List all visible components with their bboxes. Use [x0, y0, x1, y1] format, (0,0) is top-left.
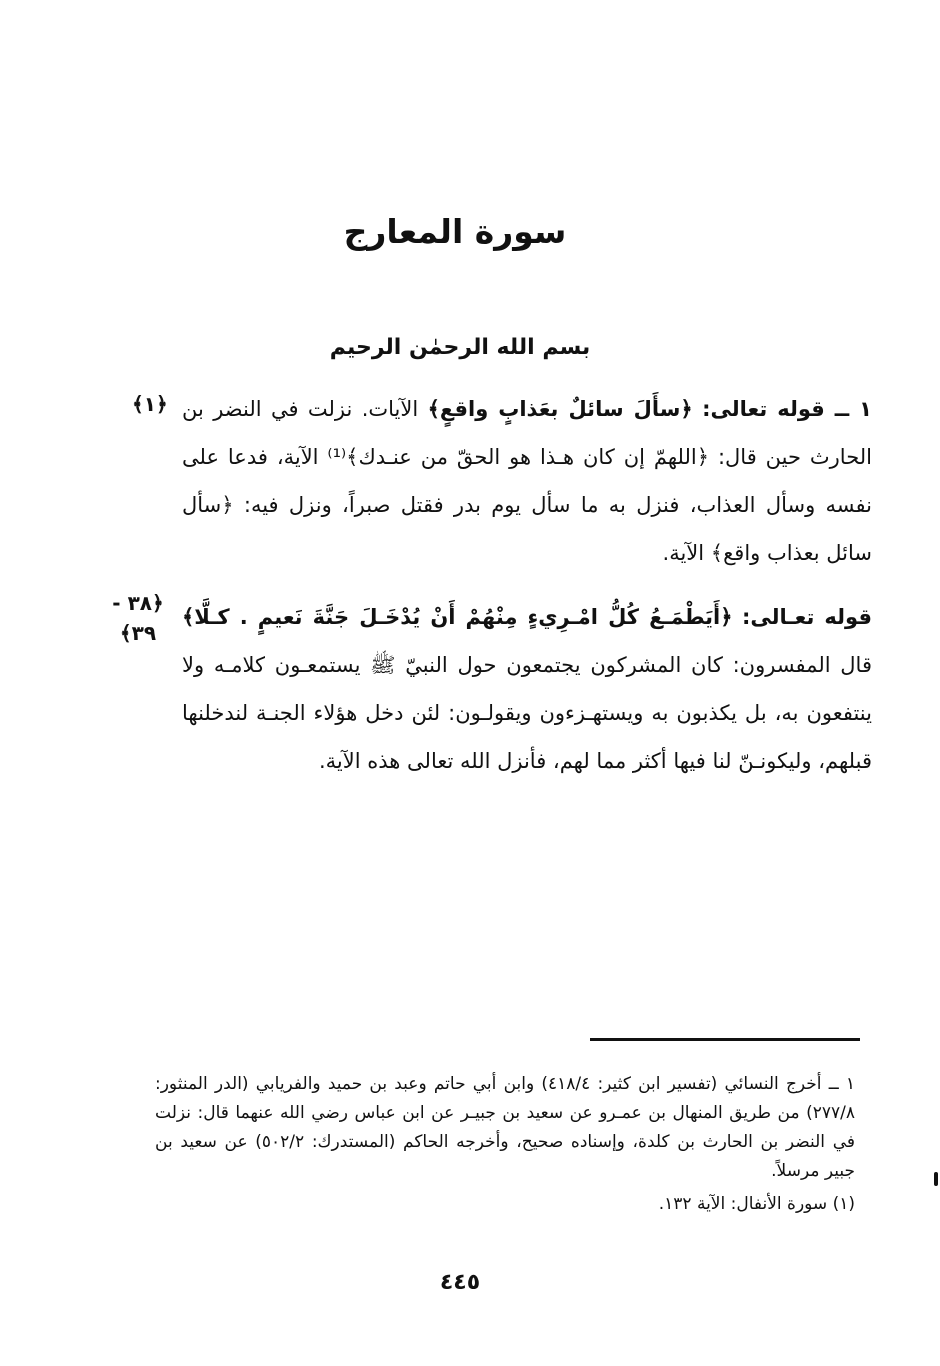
section-2-lead: قوله تعـالى:: [742, 605, 872, 629]
ayah-reference-1: ﴿١﴾: [132, 392, 168, 416]
scan-edge-mark: [934, 1172, 938, 1186]
footnote-divider: [590, 1038, 860, 1041]
section-2-text: قال المفسرون: كان المشركون يجتمعون حول النبيّ ﷺ يستمعـون كلامـه ولا ينتفعون به، بل يكذبون به ويستهـزءون ويقولـون: لئن دخل هؤلاء الجنـة لندخلنها قبلهم، وليكونـنّ لنا فيها أكثر مما لهم، فأنزل الله تعالى هذه الآية.: [182, 653, 872, 773]
surah-title: سورة المعارج: [343, 212, 567, 251]
ayah-reference-2: ﴿٣٨ - ٣٩﴾: [112, 591, 164, 645]
footnote-2: (١) سورة الأنفال: الآية ١٣٢.: [658, 1194, 855, 1214]
section-1-verse: ﴿سأَلَ سائلٌ بعَذابٍ واقعٍ﴾: [427, 397, 693, 421]
footnotes: [155, 1070, 855, 1223]
footnote-1: ١ ــ أخرج النسائي (تفسير ابن كثير: ٤١٨/٤) وابن أبي حاتم وعبد بن حميد والفريابي (الدر المنثور: ٢٧٧/٨) من طريق المنهال بن عمـرو عن سعيد بن جبيـر عن ابن عباس رضي الله عنهما قال: نزلت في النضر بن الحارث بن كلدة، وإسناده صحيح، وأخرجه الحاكم (المستدرك: ٥٠٢/٢) عن سعيد بن جبير مرسلاً.: [155, 1074, 856, 1181]
section-2-verse: ﴿أَيَطْمَـعُ كُلُّ امْـرِيءٍ مِنْهُمْ أَنْ يُدْخَـلَ جَنَّةَ نَعيمٍ . كـلَّا﴾: [182, 605, 733, 629]
page-number: ٤٤٥: [439, 1270, 481, 1295]
section-1: [182, 385, 872, 577]
section-1-text: الآيات. نزلت في النضر بن الحارث حين قال: ﴿اللهمّ إن كان هـذا هو الحقّ من عنـدك﴾⁽¹⁾ الآية، فدعا على نفسه وسأل العذاب، فنزل به ما سأل يوم بدر فقتل صبراً، ونزل فيه: ﴿سأل سائل بعذاب واقع﴾ الآية.: [182, 397, 872, 565]
basmala: بسم الله الرحمٰن الرحيم: [329, 335, 591, 360]
section-1-lead: ١ ــ قوله تعالى:: [702, 397, 872, 421]
main-text: [182, 385, 872, 801]
section-2: [182, 593, 872, 785]
